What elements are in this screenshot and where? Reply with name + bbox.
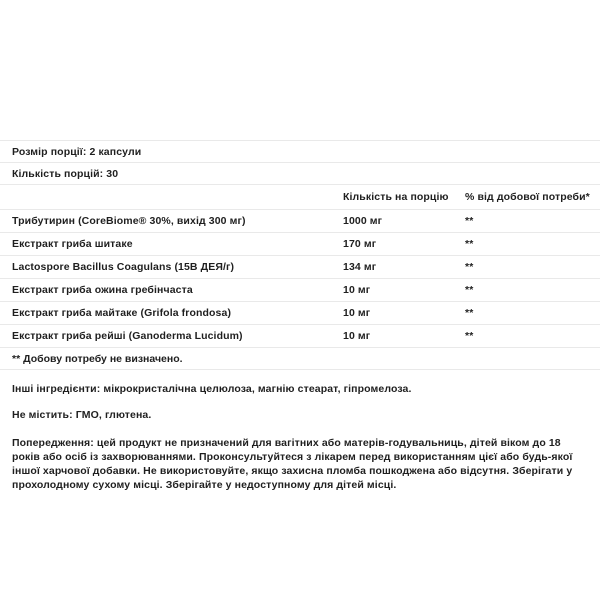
- column-header-daily-value: % від добової потреби*: [465, 185, 600, 210]
- ingredient-daily-value: **: [465, 210, 600, 233]
- serving-size-row: Розмір порції: 2 капсули: [0, 140, 600, 162]
- ingredient-name: Екстракт гриба рейші (Ganoderma Lucidum): [0, 325, 343, 348]
- ingredient-daily-value: **: [465, 302, 600, 325]
- servings-per-container-row: Кількість порцій: 30: [0, 162, 600, 184]
- ingredient-name: Екстракт гриба ожина гребінчаста: [0, 279, 343, 302]
- column-header-amount-per-serving: Кількість на порцію: [343, 185, 465, 210]
- supplement-facts-table: [0, 184, 600, 347]
- ingredient-daily-value: **: [465, 256, 600, 279]
- ingredient-amount: 10 мг: [343, 325, 465, 348]
- warning-text: Попередження: цей продукт не призначений для вагітних або матерів-годувальниць, дітей віком до 18 років або осіб із захворюваннями. Проконсультуйтеся з лікарем перед використанням цієї або будь-якої іншої харчової добавки. Не використовуйте, якщо захисна пломба пошкоджена або відсутня. Зберігати у прохолодному сухому місці. Зберігайте у недоступному для дітей місці.: [12, 437, 573, 491]
- ingredient-name: Трибутирин (CoreBiome® 30%, вихід 300 мг): [0, 210, 343, 233]
- ingredient-daily-value: **: [465, 325, 600, 348]
- table-body: [0, 210, 600, 348]
- table-row: [0, 302, 600, 325]
- other-ingredients-text: Інші інгредієнти: мікрокристалічна целюлоза, магнію стеарат, гіпромелоза.: [12, 383, 412, 395]
- supplement-facts-panel: [0, 140, 600, 492]
- ingredient-amount: 134 мг: [343, 256, 465, 279]
- ingredient-name: Екстракт гриба майтаке (Grifola frondosa): [0, 302, 343, 325]
- ingredient-amount: 170 мг: [343, 233, 465, 256]
- contains-none-text: Не містить: ГМО, глютена.: [12, 409, 152, 421]
- ingredient-daily-value: **: [465, 233, 600, 256]
- ingredient-daily-value: **: [465, 279, 600, 302]
- ingredient-name: Екстракт гриба шитаке: [0, 233, 343, 256]
- table-row: [0, 210, 600, 233]
- table-header: [0, 185, 600, 210]
- ingredient-name: Lactospore Bacillus Coagulans (15В ДЕЯ/г): [0, 256, 343, 279]
- table-header-row: [0, 185, 600, 210]
- ingredient-amount: 10 мг: [343, 302, 465, 325]
- daily-value-footnote: ** Добову потребу не визначено.: [0, 347, 600, 370]
- table-row: [0, 233, 600, 256]
- ingredient-amount: 10 мг: [343, 279, 465, 302]
- table-row: [0, 325, 600, 348]
- column-header-ingredient: [0, 185, 343, 210]
- table-row: [0, 279, 600, 302]
- ingredient-amount: 1000 мг: [343, 210, 465, 233]
- table-row: [0, 256, 600, 279]
